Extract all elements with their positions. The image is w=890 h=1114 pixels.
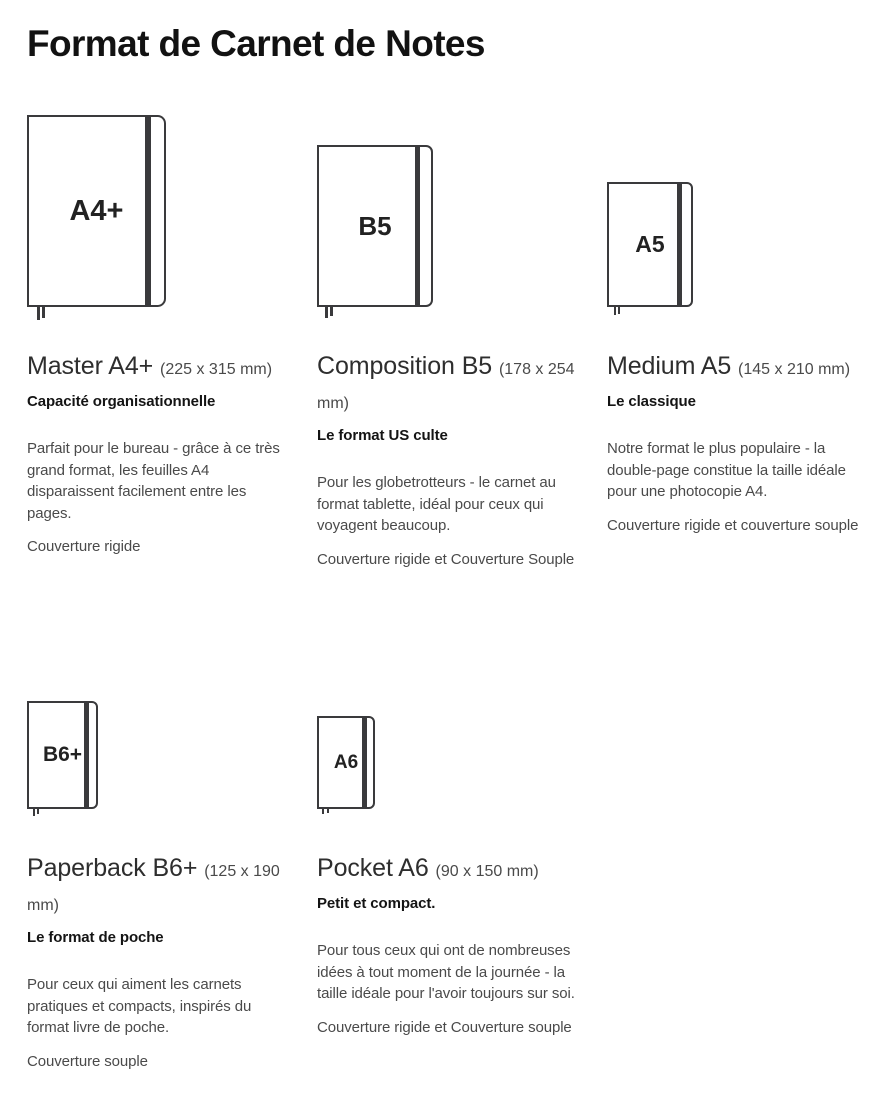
notebook-illustration [27, 701, 290, 809]
cover-options: Couverture rigide [27, 538, 141, 555]
cover-options: Couverture rigide et Couverture Souple [317, 550, 575, 568]
format-description: Pour les globetrotteurs - le carnet au format tablette, idéal pour ceux qui voyagent beaucoup. [317, 474, 556, 534]
format-card [317, 701, 580, 1072]
elastic-band [677, 184, 682, 305]
format-description: Notre format le plus populaire - la double-page constitue la taille idéale pour une photocopie A4. [607, 440, 846, 500]
notebook-illustration [27, 115, 290, 307]
notebook-cover [607, 182, 693, 307]
format-dimensions: (178 x 254 mm) [317, 361, 575, 412]
elastic-band [145, 117, 151, 305]
format-tagline: Le format US culte [317, 427, 448, 444]
format-description: Pour ceux qui aiment les carnets pratiques et compacts, inspirés du format livre de poche. [27, 976, 252, 1036]
format-card [27, 701, 290, 1072]
notebook-format-label: B5 [358, 210, 392, 241]
notebook-illustration [607, 115, 870, 307]
notebook-format-label: A5 [635, 231, 665, 257]
format-dimensions: (125 x 190 mm) [27, 863, 280, 914]
format-dimensions: (90 x 150 mm) [435, 863, 539, 880]
bookmark-ribbon [330, 305, 333, 316]
format-tagline: Le format de poche [27, 929, 164, 946]
format-name: Pocket A6 (90 x 150 mm) [317, 854, 539, 882]
notebook-cover [27, 115, 166, 307]
format-description: Parfait pour le bureau - grâce à ce très grand format, les feuilles A4 disparaissent facilement entre les pages. [27, 440, 280, 522]
bookmark-ribbon [614, 305, 616, 315]
bookmark-ribbon [37, 305, 40, 320]
format-name: Paperback B6+ (125 x 190 mm) [27, 854, 280, 914]
format-card [27, 115, 290, 570]
format-card [317, 115, 580, 570]
format-card [607, 115, 870, 570]
cover-options: Couverture souple [27, 1052, 148, 1070]
notebook-format-label: B6+ [42, 743, 83, 766]
bookmark-ribbon [327, 807, 329, 813]
notebook-illustration [317, 701, 580, 809]
format-description: Pour tous ceux qui ont de nombreuses idées à tout moment de la journée - la taille idéale pour l'avoir toujours sur soi. [317, 942, 575, 1002]
notebook-illustration [317, 115, 580, 307]
notebook-format-label: A4+ [69, 194, 124, 227]
notebook-format-label: A6 [333, 751, 359, 773]
bookmark-ribbon [325, 305, 328, 318]
bookmark-ribbon [33, 807, 35, 816]
bookmark-ribbon [322, 807, 324, 814]
format-tagline: Capacité organisationnelle [27, 393, 216, 410]
bookmark-ribbon [618, 305, 620, 314]
elastic-band [84, 703, 89, 807]
format-tagline: Petit et compact. [317, 895, 436, 912]
format-dimensions: (225 x 315 mm) [160, 361, 273, 378]
format-name: Master A4+ (225 x 315 mm) [27, 352, 273, 380]
elastic-band [415, 147, 420, 305]
format-tagline: Le classique [607, 393, 696, 410]
format-name: Composition B5 (178 x 254 mm) [317, 352, 575, 412]
format-dimensions: (145 x 210 mm) [738, 361, 851, 378]
format-grid [27, 115, 870, 1072]
notebook-cover [27, 701, 98, 809]
page-title: Format de Carnet de Notes [27, 23, 485, 64]
bookmark-ribbon [42, 305, 45, 318]
notebook-cover [317, 716, 375, 809]
bookmark-ribbon [37, 807, 39, 814]
cover-options: Couverture rigide et couverture souple [607, 516, 859, 534]
format-name: Medium A5 (145 x 210 mm) [607, 352, 851, 380]
cover-options: Couverture rigide et Couverture souple [317, 1018, 572, 1036]
notebook-cover [317, 145, 433, 307]
elastic-band [362, 718, 367, 807]
